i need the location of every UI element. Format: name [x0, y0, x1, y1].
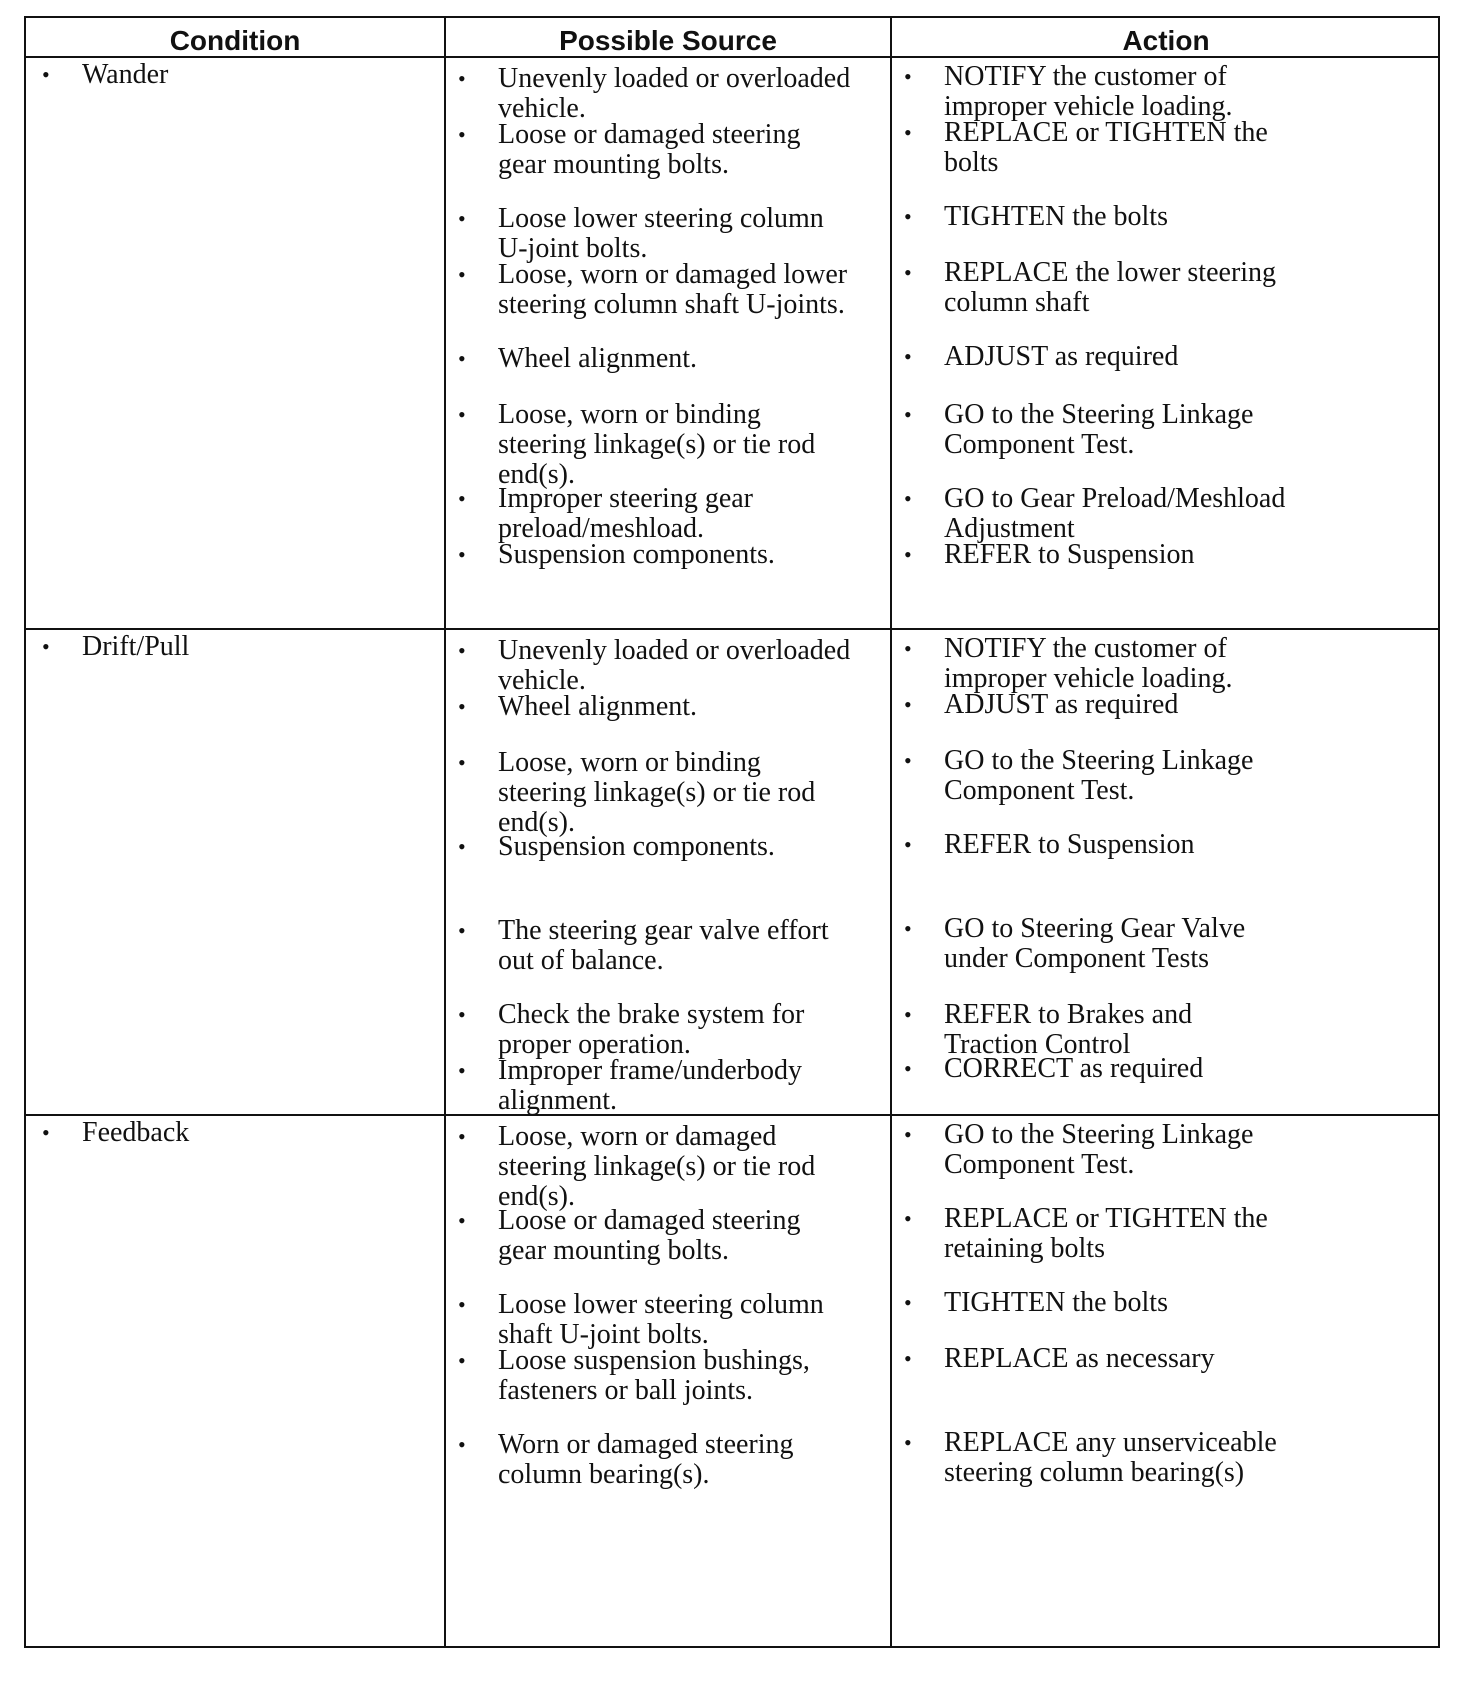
- action-item-line: ADJUST as required: [944, 689, 1179, 720]
- bullet-icon: •: [904, 1346, 912, 1371]
- action-item: [904, 1053, 1204, 1084]
- source-item-line: Unevenly loaded or overloaded: [498, 63, 851, 94]
- action-item: [904, 913, 1246, 974]
- source-item-line: vehicle.: [498, 93, 586, 124]
- source-item-line: end(s).: [498, 459, 575, 490]
- action-item: [904, 399, 1254, 460]
- source-item: [458, 1345, 810, 1406]
- action-item-line: retaining bolts: [944, 1233, 1105, 1264]
- action-item: [904, 539, 1195, 570]
- action-item-line: Component Test.: [944, 429, 1135, 460]
- source-item: [458, 1055, 802, 1116]
- source-item-line: Improper frame/underbody: [498, 1055, 802, 1086]
- action-item-line: REFER to Suspension: [944, 829, 1195, 860]
- action-item-line: REFER to Brakes and: [944, 999, 1193, 1030]
- source-item: [458, 259, 848, 320]
- source-item-line: gear mounting bolts.: [498, 1235, 729, 1266]
- action-item-line: CORRECT as required: [944, 1053, 1204, 1084]
- source-item: [458, 119, 801, 180]
- action-item-line: REPLACE any unserviceable: [944, 1427, 1277, 1458]
- source-item-line: Check the brake system for: [498, 999, 805, 1030]
- column-divider-1: [444, 18, 446, 1646]
- source-item-line: steering column shaft U-joints.: [498, 289, 845, 320]
- bullet-icon: •: [458, 918, 466, 943]
- action-item-line: bolts: [944, 147, 999, 178]
- action-item: [904, 341, 1179, 372]
- source-item-line: Loose, worn or binding: [498, 399, 761, 430]
- action-item-line: NOTIFY the customer of: [944, 633, 1227, 664]
- source-item-line: alignment.: [498, 1085, 617, 1116]
- source-item-line: preload/meshload.: [498, 513, 705, 544]
- source-item-line: gear mounting bolts.: [498, 149, 729, 180]
- bullet-icon: •: [904, 832, 912, 857]
- bullet-icon: •: [904, 692, 912, 717]
- bullet-icon: •: [458, 1432, 466, 1457]
- source-item-line: U-joint bolts.: [498, 233, 648, 264]
- action-item: [904, 117, 1268, 178]
- action-item: [904, 1203, 1268, 1264]
- action-item: [904, 829, 1195, 860]
- bullet-icon: •: [458, 346, 466, 371]
- bullet-icon: •: [458, 750, 466, 775]
- source-item-line: proper operation.: [498, 1029, 691, 1060]
- source-item-line: Loose, worn or binding: [498, 747, 761, 778]
- bullet-icon: •: [458, 262, 466, 287]
- bullet-icon: •: [904, 748, 912, 773]
- source-item-line: Suspension components.: [498, 831, 775, 862]
- action-item-line: steering column bearing(s): [944, 1457, 1245, 1488]
- action-item-line: GO to the Steering Linkage: [944, 745, 1254, 776]
- bullet-icon: •: [904, 1430, 912, 1455]
- action-item: [904, 1119, 1254, 1180]
- condition-label: Feedback: [82, 1117, 190, 1148]
- condition-cell: [42, 1117, 190, 1148]
- bullet-icon: •: [904, 1056, 912, 1081]
- column-divider-2: [890, 18, 892, 1646]
- action-item: [904, 999, 1193, 1060]
- bullet-icon: •: [904, 636, 912, 661]
- source-item-line: shaft U-joint bolts.: [498, 1319, 709, 1350]
- action-item-line: REPLACE or TIGHTEN the: [944, 1203, 1268, 1234]
- action-item: [904, 745, 1254, 806]
- bullet-icon: •: [904, 1122, 912, 1147]
- action-item-line: TIGHTEN the bolts: [944, 201, 1168, 232]
- source-item: [458, 1205, 801, 1266]
- action-item: [904, 61, 1233, 122]
- action-item-line: under Component Tests: [944, 943, 1210, 974]
- bullet-icon: •: [42, 1120, 50, 1145]
- source-item-line: Loose, worn or damaged: [498, 1121, 777, 1152]
- bullet-icon: •: [904, 344, 912, 369]
- source-item-line: column bearing(s).: [498, 1459, 710, 1490]
- bullet-icon: •: [904, 1206, 912, 1231]
- action-item-line: GO to Gear Preload/Meshload: [944, 483, 1286, 514]
- source-item: [458, 1429, 794, 1490]
- action-item-line: REFER to Suspension: [944, 539, 1195, 570]
- action-item-line: ADJUST as required: [944, 341, 1179, 372]
- action-item-line: REPLACE or TIGHTEN the: [944, 117, 1268, 148]
- bullet-icon: •: [458, 122, 466, 147]
- bullet-icon: •: [458, 1292, 466, 1317]
- source-item: [458, 691, 698, 722]
- source-item: [458, 539, 775, 570]
- diagnosis-table: [24, 16, 1440, 1648]
- bullet-icon: •: [42, 634, 50, 659]
- bullet-icon: •: [458, 1348, 466, 1373]
- source-item-line: Unevenly loaded or overloaded: [498, 635, 851, 666]
- source-item-line: fasteners or ball joints.: [498, 1375, 754, 1406]
- bullet-icon: •: [904, 120, 912, 145]
- condition-label: Wander: [82, 59, 169, 90]
- bullet-icon: •: [458, 402, 466, 427]
- bullet-icon: •: [904, 1290, 912, 1315]
- source-item-line: steering linkage(s) or tie rod: [498, 777, 816, 808]
- action-item-line: Traction Control: [944, 1029, 1131, 1060]
- source-item-line: steering linkage(s) or tie rod: [498, 1151, 816, 1182]
- action-item: [904, 1343, 1215, 1374]
- action-item: [904, 483, 1286, 544]
- bullet-icon: •: [904, 542, 912, 567]
- action-item: [904, 689, 1179, 720]
- source-item-line: Loose or damaged steering: [498, 119, 801, 150]
- action-item-line: GO to Steering Gear Valve: [944, 913, 1246, 944]
- action-item-line: REPLACE the lower steering: [944, 257, 1277, 288]
- bullet-icon: •: [458, 1208, 466, 1233]
- bullet-icon: •: [458, 834, 466, 859]
- source-item-line: end(s).: [498, 807, 575, 838]
- bullet-icon: •: [42, 62, 50, 87]
- source-item-line: Wheel alignment.: [498, 343, 698, 374]
- bullet-icon: •: [904, 64, 912, 89]
- action-item-line: Component Test.: [944, 1149, 1135, 1180]
- source-item-line: Loose lower steering column: [498, 203, 824, 234]
- action-item-line: column shaft: [944, 287, 1090, 318]
- bullet-icon: •: [904, 916, 912, 941]
- action-item-line: Component Test.: [944, 775, 1135, 806]
- source-item-line: Loose suspension bushings,: [498, 1345, 810, 1376]
- source-item: [458, 635, 851, 696]
- bullet-icon: •: [904, 1002, 912, 1027]
- action-item: [904, 1427, 1277, 1488]
- action-item: [904, 633, 1233, 694]
- source-item-line: end(s).: [498, 1181, 575, 1212]
- source-item-line: Improper steering gear: [498, 483, 753, 514]
- source-item: [458, 483, 753, 544]
- condition-cell: [42, 59, 169, 90]
- source-item: [458, 831, 775, 862]
- bullet-icon: •: [458, 1124, 466, 1149]
- row-divider-1: [26, 628, 1438, 630]
- bullet-icon: •: [458, 542, 466, 567]
- source-item: [458, 63, 851, 124]
- source-item-line: Wheel alignment.: [498, 691, 698, 722]
- action-item-line: improper vehicle loading.: [944, 663, 1233, 694]
- source-item-line: out of balance.: [498, 945, 664, 976]
- action-item-line: GO to the Steering Linkage: [944, 1119, 1254, 1150]
- bullet-icon: •: [458, 638, 466, 663]
- source-item-line: Suspension components.: [498, 539, 775, 570]
- source-item: [458, 399, 816, 490]
- action-item: [904, 201, 1168, 232]
- header-condition: Condition: [169, 25, 301, 56]
- condition-label: Drift/Pull: [82, 631, 190, 662]
- source-item: [458, 1289, 824, 1350]
- bullet-icon: •: [904, 486, 912, 511]
- source-item: [458, 747, 816, 838]
- source-item-line: steering linkage(s) or tie rod: [498, 429, 816, 460]
- action-item-line: improper vehicle loading.: [944, 91, 1233, 122]
- source-item: [458, 203, 824, 264]
- bullet-icon: •: [458, 66, 466, 91]
- source-item-line: Worn or damaged steering: [498, 1429, 794, 1460]
- source-item-line: Loose or damaged steering: [498, 1205, 801, 1236]
- bullet-icon: •: [458, 206, 466, 231]
- bullet-icon: •: [458, 694, 466, 719]
- header-possible-source: Possible Source: [559, 25, 777, 56]
- bullet-icon: •: [458, 486, 466, 511]
- source-item-line: The steering gear valve effort: [498, 915, 829, 946]
- source-item-line: Loose, worn or damaged lower: [498, 259, 848, 290]
- source-item-line: Loose lower steering column: [498, 1289, 824, 1320]
- source-item: [458, 1121, 816, 1212]
- action-item: [904, 257, 1277, 318]
- action-item-line: Adjustment: [944, 513, 1075, 544]
- action-item-line: REPLACE as necessary: [944, 1343, 1215, 1374]
- source-item: [458, 999, 805, 1060]
- source-item: [458, 343, 698, 374]
- action-item-line: GO to the Steering Linkage: [944, 399, 1254, 430]
- header-action: Action: [1122, 25, 1210, 56]
- action-item: [904, 1287, 1168, 1318]
- source-item: [458, 915, 829, 976]
- source-item-line: vehicle.: [498, 665, 586, 696]
- condition-cell: [42, 631, 190, 662]
- action-item-line: NOTIFY the customer of: [944, 61, 1227, 92]
- bullet-icon: •: [458, 1058, 466, 1083]
- bullet-icon: •: [458, 1002, 466, 1027]
- bullet-icon: •: [904, 260, 912, 285]
- action-item-line: TIGHTEN the bolts: [944, 1287, 1168, 1318]
- bullet-icon: •: [904, 402, 912, 427]
- bullet-icon: •: [904, 204, 912, 229]
